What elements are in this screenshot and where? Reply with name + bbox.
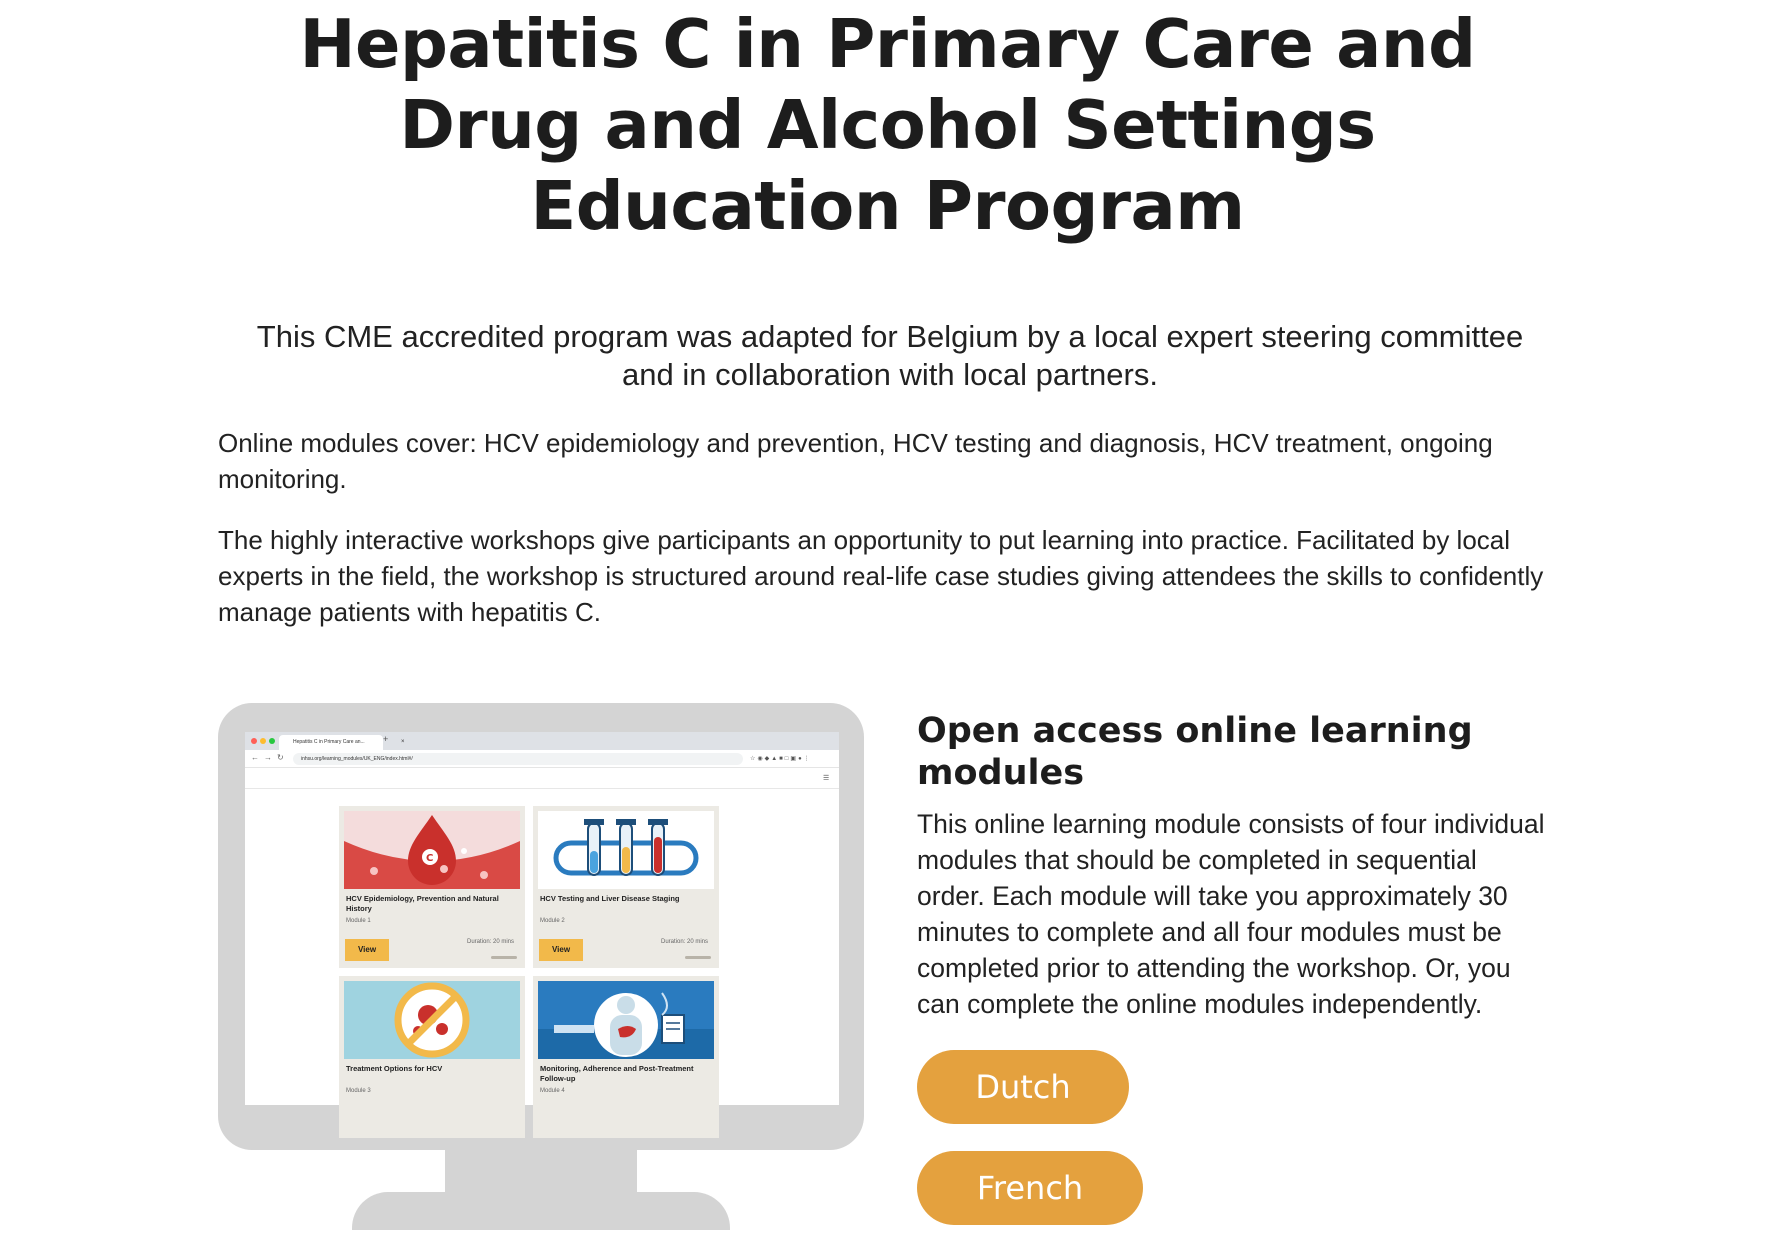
page-title-line-2: Drug and Alcohol Settings [399, 86, 1376, 164]
module-progress-bar [685, 956, 711, 959]
intro-lead-line-2: and in collaboration with local partners. [622, 357, 1158, 392]
blood-drop-icon [344, 811, 520, 889]
online-learning-description [917, 806, 1577, 1022]
monitor-neck [445, 1150, 637, 1196]
screen-divider [245, 788, 839, 789]
browser-tab [279, 735, 405, 750]
module-card-title: Treatment Options for HCV [346, 1064, 443, 1073]
intro-lead-line-1: This CME accredited program was adapted for Belgium by a local expert steering committee [256, 319, 1524, 354]
online-learning-line-2: modules that should be completed in sequential [917, 845, 1477, 875]
tab-close-icon: × [401, 739, 405, 745]
module-card-title: HCV Testing and Liver Disease Staging [540, 894, 680, 903]
online-learning-line-5: completed prior to attending the workshop. Or, you [917, 953, 1511, 983]
monitor-base [352, 1192, 730, 1230]
module-card-title: Monitoring, Adherence and Post-Treatment Follow-up [540, 1064, 694, 1083]
module-card-number: Module 3 [346, 1088, 371, 1094]
online-learning-heading-line-1: Open access online learning [917, 711, 1473, 751]
module-card-2 [533, 806, 719, 968]
module-duration: Duration: 20 mins [467, 939, 515, 945]
dutch-button[interactable]: Dutch [917, 1050, 1129, 1124]
browser-tab-title: Hepatitis C in Primary Care an... [293, 739, 365, 745]
browser-address-row [245, 750, 839, 768]
monitor-screen [245, 732, 839, 1105]
page-menu-icon: ☰ [823, 775, 830, 782]
online-learning-heading-line-2: modules [917, 753, 1085, 793]
french-button[interactable]: French [917, 1151, 1143, 1225]
patient-liver-icon [538, 981, 714, 1059]
online-learning-heading [917, 710, 1557, 794]
workshop-paragraph: The highly interactive workshops give participants an opportunity to put learning into practice. Facilitated by local experts in the field, the workshop is structured around real-life case studies giving attendees the skills to confidently manage patients with hepatitis C. [218, 525, 1544, 627]
module-view-button: View [539, 939, 583, 961]
online-learning-line-3: order. Each module will take you approximately 30 [917, 881, 1508, 911]
module-card-number: Module 4 [540, 1088, 565, 1094]
module-card-3 [339, 976, 525, 1138]
module-card-title: HCV Epidemiology, Prevention and Natural History [346, 894, 499, 913]
module-duration: Duration: 20 mins [661, 939, 709, 945]
online-learning-line-1: This online learning module consists of four individual [917, 809, 1545, 839]
maximize-window-dot-icon [269, 738, 275, 744]
virus-prohibited-icon [344, 981, 520, 1059]
modules-paragraph: Online modules cover: HCV epidemiology and prevention, HCV testing and diagnosis, HCV treatment, ongoing monitoring. [218, 428, 1493, 494]
page-title [0, 4, 1775, 247]
close-window-dot-icon [251, 738, 257, 744]
module-progress-bar [491, 956, 517, 959]
module-card-4 [533, 976, 719, 1138]
page-title-line-1: Hepatitis C in Primary Care and [299, 5, 1476, 83]
module-card-1 [339, 806, 525, 968]
svg-text:C: C [426, 853, 434, 864]
minimize-window-dot-icon [260, 738, 266, 744]
test-tubes-icon [538, 811, 714, 889]
browser-tab-bar [245, 732, 839, 750]
online-learning-line-4: minutes to complete and all four modules must be [917, 917, 1502, 947]
module-card-number: Module 2 [540, 918, 565, 924]
address-bar: inhsu.org/learning_modules/UK_ENG/index.html#/ [293, 753, 743, 765]
extension-icons: ☆◉◆▲■□▣●⋮ [750, 756, 812, 762]
module-card-number: Module 1 [346, 918, 371, 924]
intro-lead [200, 318, 1580, 394]
online-learning-line-6: can complete the online modules independently. [917, 989, 1483, 1019]
monitor-illustration [218, 703, 864, 1227]
browser-nav-icons: ←→↻ [251, 753, 289, 762]
new-tab-icon: + [383, 734, 389, 744]
page-title-line-3: Education Program [530, 167, 1245, 245]
module-view-button: View [345, 939, 389, 961]
